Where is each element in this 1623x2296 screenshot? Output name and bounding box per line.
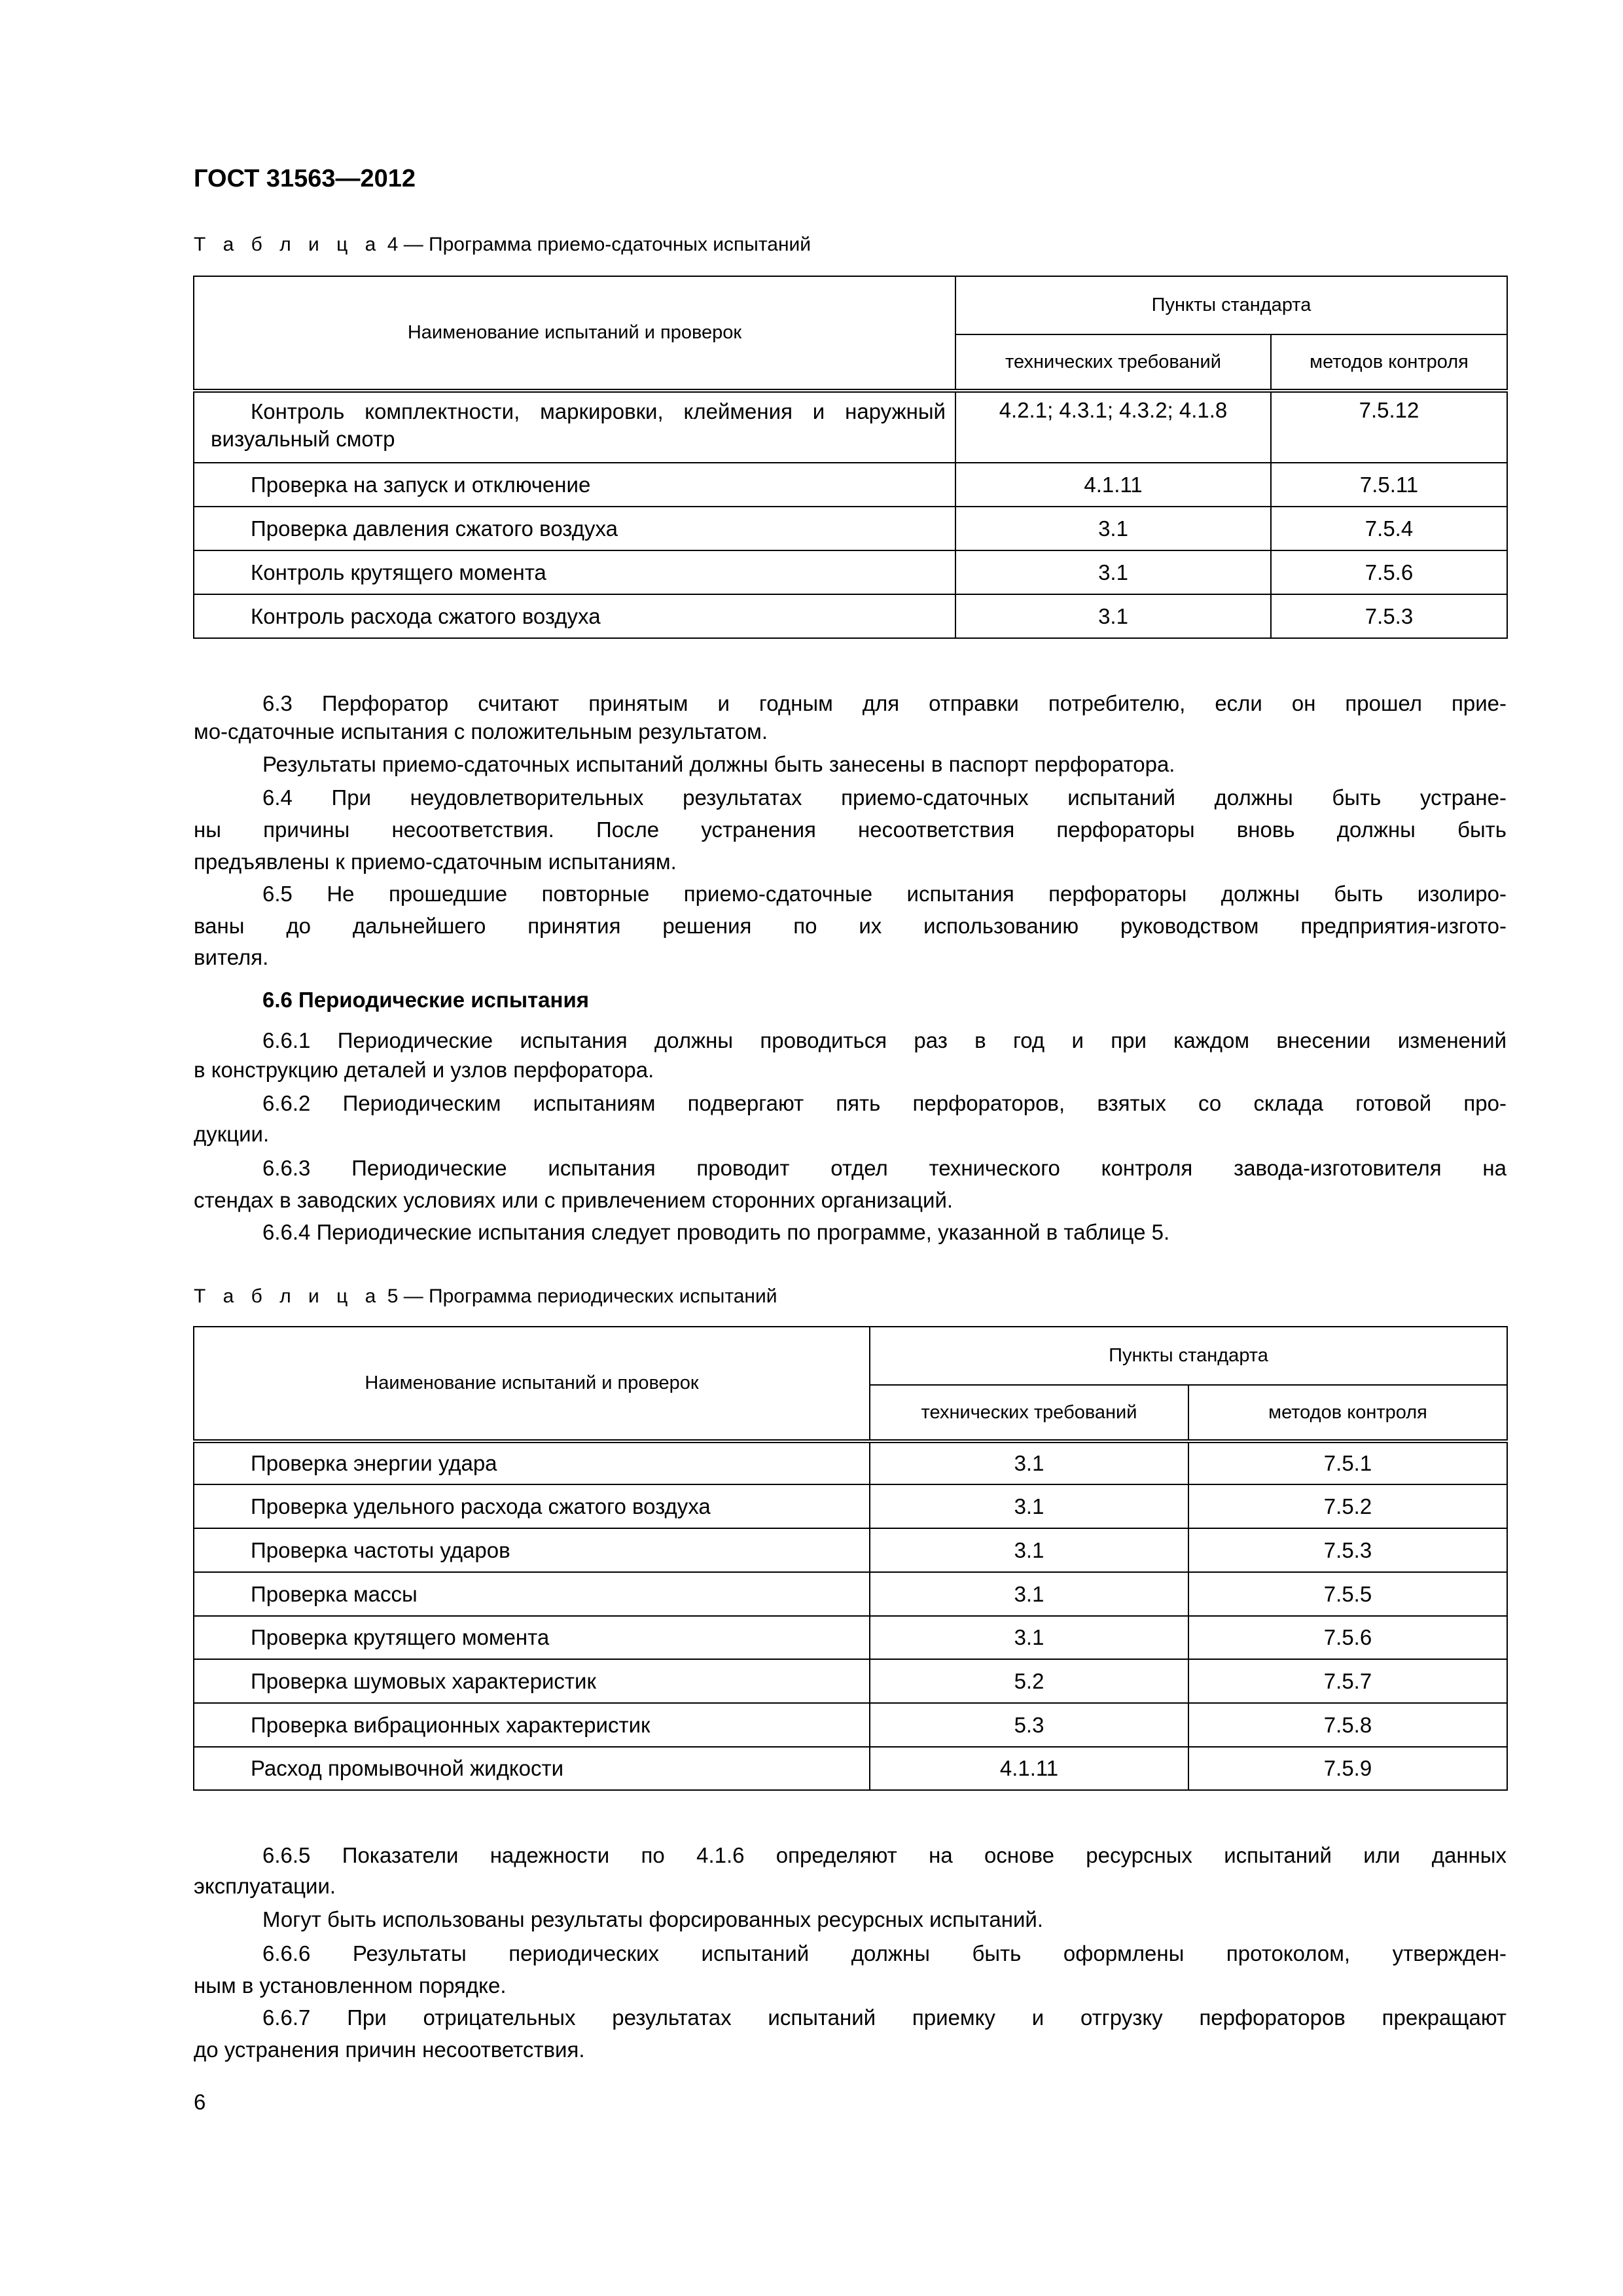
table5-caption-label: Т а б л и ц а [194,1285,382,1307]
paragraph-line: вителя. [194,945,269,969]
paragraph-line: предъявлены к приемо-сдаточным испытаниям. [194,850,677,874]
table5-row-methods: 7.5.3 [1188,1528,1507,1572]
table4-row-name: Контроль крутящего момента [194,550,955,594]
table5-row-name: Проверка массы [194,1572,870,1616]
table4-caption-label: Т а б л и ц а [194,234,382,255]
table5-caption [194,1283,777,1310]
table5-row-name: Проверка вибрационных характеристик [194,1703,870,1747]
table-row [194,1659,1507,1703]
table4-row-methods: 7.5.3 [1271,594,1507,638]
table5-caption-number: 5 [387,1285,399,1307]
table5-header-methods: методов контроля [1188,1385,1507,1441]
table4-row-name: Контроль комплектности, маркировки, клеймения и наружный визуальный смотр [194,391,955,463]
table5-row-name: Проверка крутящего момента [194,1616,870,1659]
table4-row-tech: 4.2.1; 4.3.1; 4.3.2; 4.1.8 [955,391,1271,463]
table-row [194,1484,1507,1528]
paragraph-line: 6.6.2 Периодическим испытаниям подвергают пять перфораторов, взятых со склада готовой про- [262,1091,1507,1115]
table5-row-tech: 4.1.11 [870,1747,1188,1790]
paragraph-line: Результаты приемо-сдаточных испытаний должны быть занесены в паспорт перфоратора. [262,752,1175,776]
table-row [194,463,1507,507]
paragraph-line: 6.6.6 Результаты периодических испытаний должны быть оформлены протоколом, утвержден- [262,1941,1507,1965]
table5-row-name: Проверка удельного расхода сжатого воздуха [194,1484,870,1528]
table5-row-tech: 3.1 [870,1484,1188,1528]
table4-row-methods: 7.5.6 [1271,550,1507,594]
table-row [194,1616,1507,1659]
table4-row-methods: 7.5.4 [1271,507,1507,550]
table4-row-methods: 7.5.11 [1271,463,1507,507]
table-row [194,1747,1507,1790]
table5-row-name: Расход промывочной жидкости [194,1747,870,1790]
table5-row-methods: 7.5.5 [1188,1572,1507,1616]
table5-row-tech: 3.1 [870,1572,1188,1616]
paragraph-line: 6.6.3 Периодические испытания проводит отдел технического контроля завода-изготовителя на [262,1156,1507,1180]
table-row [194,1528,1507,1572]
table-row [194,1441,1507,1484]
table5-header-name: Наименование испытаний и проверок [194,1327,870,1441]
table4-row-tech: 3.1 [955,507,1271,550]
table-row [194,507,1507,550]
paragraph-line: ваны до дальнейшего принятия решения по их использованию руководством предприятия-изгото- [194,914,1507,938]
table4-row-methods: 7.5.12 [1271,391,1507,463]
table-row [194,594,1507,638]
paragraph-line: ным в установленном порядке. [194,1973,507,1998]
table4-row-name: Контроль расхода сжатого воздуха [194,594,955,638]
paragraph-line: Могут быть использованы результаты форсированных ресурсных испытаний. [262,1907,1044,1931]
table5-row-tech: 5.2 [870,1659,1188,1703]
table4-row-tech: 3.1 [955,550,1271,594]
table-row [194,550,1507,594]
table5-row-name: Проверка частоты ударов [194,1528,870,1572]
table4-row-tech: 3.1 [955,594,1271,638]
table4-header-group: Пункты стандарта [955,276,1507,334]
table5-row-tech: 3.1 [870,1616,1188,1659]
table4-caption [194,232,811,258]
paragraph-line: 6.3 Перфоратор считают принятым и годным для отправки потребителю, если он прошел прие- [262,691,1507,715]
table5-row-tech: 3.1 [870,1441,1188,1484]
table5-row-methods: 7.5.7 [1188,1659,1507,1703]
table5-header-group: Пункты стандарта [870,1327,1507,1385]
page-number: 6 [194,2090,206,2114]
table5-row-methods: 7.5.1 [1188,1441,1507,1484]
table5-row-tech: 5.3 [870,1703,1188,1747]
table-row [194,1572,1507,1616]
paragraph-line: 6.6.4 Периодические испытания следует проводить по программе, указанной в таблице 5. [262,1220,1170,1244]
table4-header-tech: технических требований [955,334,1271,391]
table5-header-tech: технических требований [870,1385,1188,1441]
table5-row-methods: 7.5.9 [1188,1747,1507,1790]
table5-row-methods: 7.5.8 [1188,1703,1507,1747]
table-row [194,391,1507,463]
table4-row-tech: 4.1.11 [955,463,1271,507]
paragraph-line: 6.6.7 При отрицательных результатах испытаний приемку и отгрузку перфораторов прекращают [262,2005,1507,2030]
table5-row-tech: 3.1 [870,1528,1188,1572]
table4-header-methods: методов контроля [1271,334,1507,391]
paragraph-line: до устранения причин несоответствия. [194,2037,585,2062]
paragraph-line: дукции. [194,1122,270,1146]
table4-row-name: Проверка на запуск и отключение [194,463,955,507]
section-heading: 6.6 Периодические испытания [262,988,590,1012]
paragraph-line: 6.5 Не прошедшие повторные приемо-сдаточные испытания перфораторы должны быть изолиро- [262,882,1507,906]
document-id-header: ГОСТ 31563—2012 [194,165,416,192]
paragraph-line: 6.6.1 Периодические испытания должны проводиться раз в год и при каждом внесении изменений [262,1028,1507,1052]
table5-row-methods: 7.5.2 [1188,1484,1507,1528]
table5-row-name: Проверка энергии удара [194,1441,870,1484]
table5-caption-text: — Программа периодических испытаний [403,1285,777,1307]
paragraph-line: 6.4 При неудовлетворительных результатах приемо-сдаточных испытаний должны быть устране- [262,785,1507,810]
paragraph-line: ны причины несоответствия. После устранения несоответствия перфораторы вновь должны быть [194,817,1507,842]
paragraph-line: 6.6.5 Показатели надежности по 4.1.6 определяют на основе ресурсных испытаний или данных [262,1843,1507,1867]
table4-caption-number: 4 [387,234,399,255]
paragraph-line: эксплуатации. [194,1874,336,1898]
paragraph-line: стендах в заводских условиях или с привлечением сторонних организаций. [194,1188,954,1212]
table4-row-name: Проверка давления сжатого воздуха [194,507,955,550]
table4-header-name: Наименование испытаний и проверок [194,276,955,391]
table5-row-methods: 7.5.6 [1188,1616,1507,1659]
table5-periodic-tests [193,1326,1508,1791]
table-row [194,1703,1507,1747]
paragraph-line: в конструкцию деталей и узлов перфоратора. [194,1058,654,1082]
table5-row-name: Проверка шумовых характеристик [194,1659,870,1703]
paragraph-line: мо-сдаточные испытания с положительным результатом. [194,719,768,744]
table4-caption-text: — Программа приемо-сдаточных испытаний [403,234,812,255]
table4-acceptance-tests [193,276,1508,639]
